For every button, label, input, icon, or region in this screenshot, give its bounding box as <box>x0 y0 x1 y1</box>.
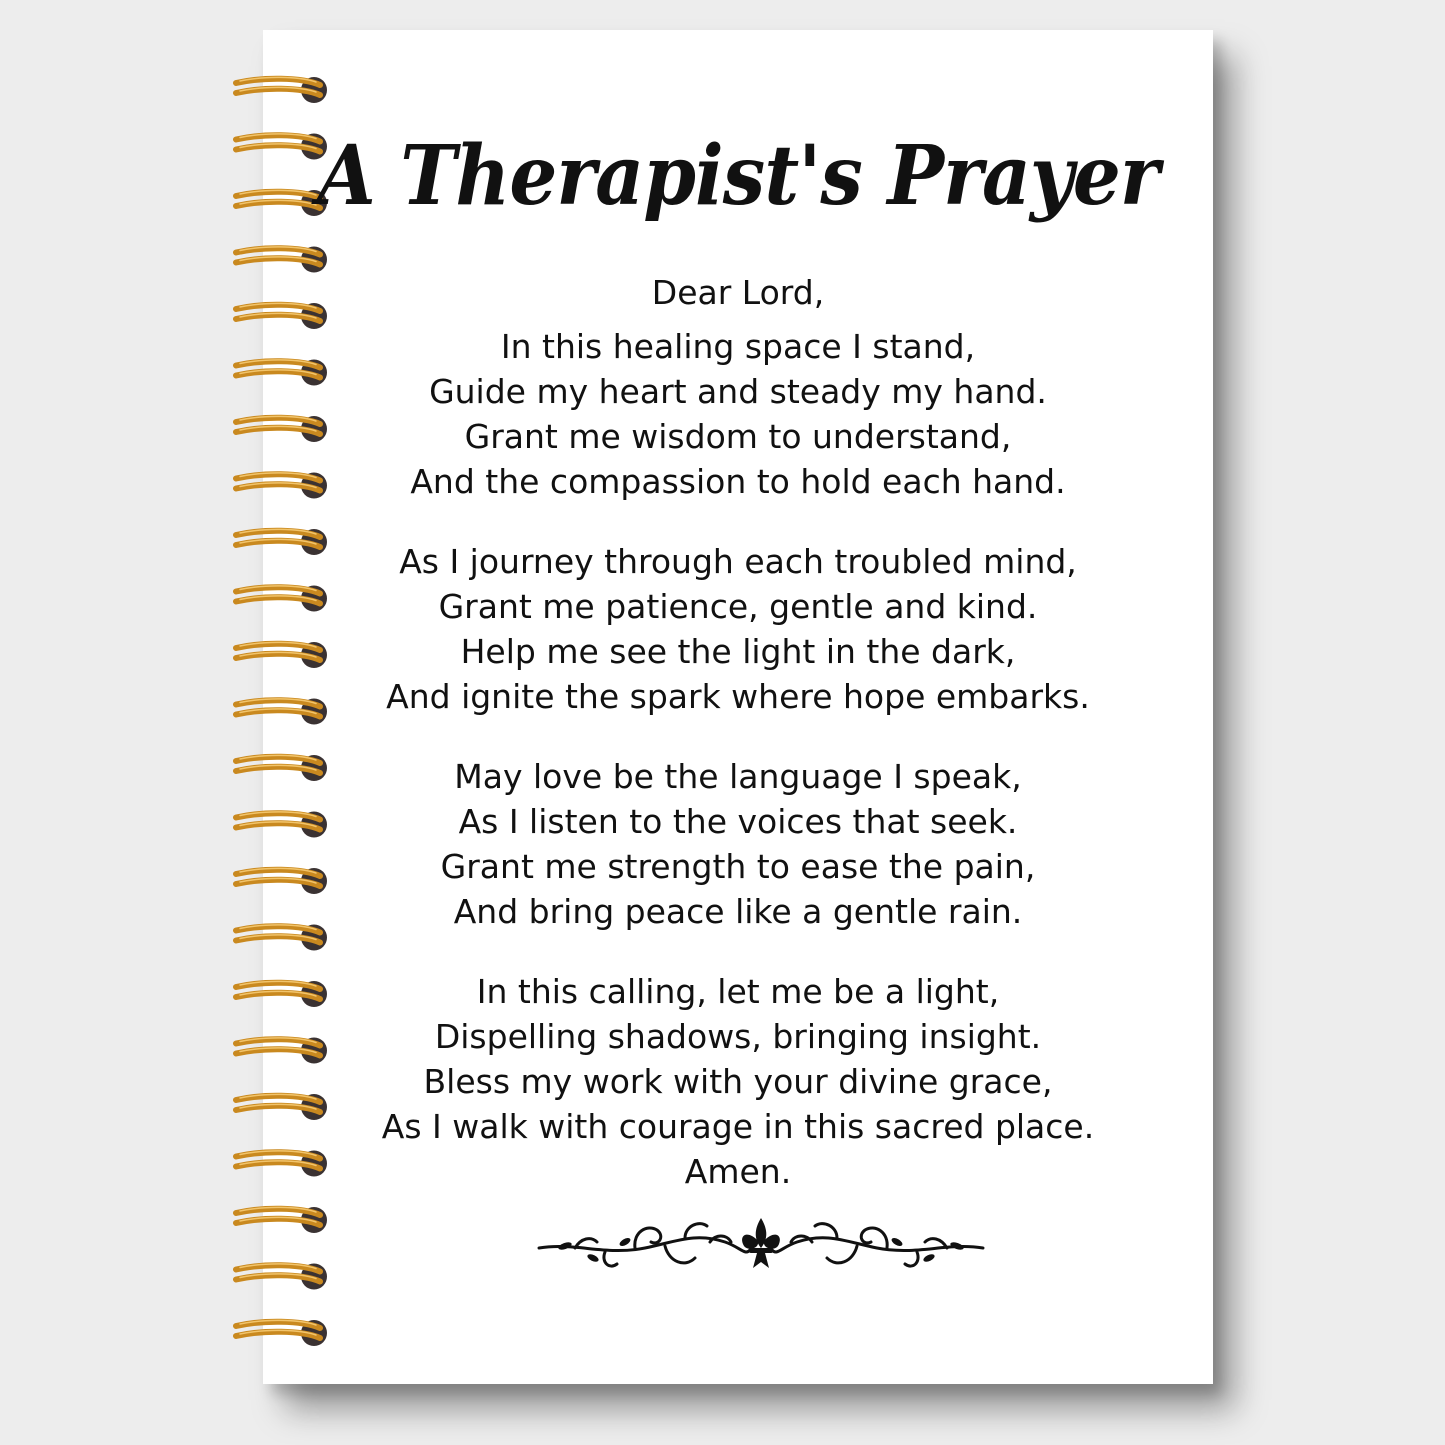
poem-line: And bring peace like a gentle rain. <box>453 892 1023 931</box>
poem-line: Grant me strength to ease the pain, <box>440 847 1036 886</box>
poem-line: Guide my heart and steady my hand. <box>429 372 1047 411</box>
poem-line: Grant me patience, gentle and kind. <box>438 587 1038 626</box>
poem-line: And ignite the spark where hope embarks. <box>386 677 1090 716</box>
poem <box>263 270 1213 1194</box>
spiral-coil-icon <box>236 1320 327 1346</box>
page-title: A Therapist's Prayer <box>317 128 1159 224</box>
spiral-coil-icon <box>236 1264 327 1290</box>
spiral-coil-icon <box>236 1207 327 1233</box>
poem-greeting: Dear Lord, <box>651 273 825 312</box>
poem-line: Dispelling shadows, bringing insight. <box>434 1017 1042 1056</box>
poem-line: In this calling, let me be a light, <box>476 972 1000 1011</box>
poem-line: As I listen to the voices that seek. <box>458 802 1018 841</box>
poem-line: Grant me wisdom to understand, <box>464 417 1012 456</box>
spiral-coil-icon <box>236 247 327 273</box>
poem-closing: Amen. <box>684 1152 792 1191</box>
poem-line: In this healing space I stand, <box>500 327 976 366</box>
spiral-coil-icon <box>236 77 327 103</box>
flourish-divider-icon <box>535 1212 987 1276</box>
poem-line: As I walk with courage in this sacred place. <box>381 1107 1095 1146</box>
poem-line: Help me see the light in the dark, <box>460 632 1016 671</box>
poem-line: Bless my work with your divine grace, <box>423 1062 1053 1101</box>
poem-line: As I journey through each troubled mind, <box>399 542 1077 581</box>
poem-line: May love be the language I speak, <box>454 757 1022 796</box>
poem-line: And the compassion to hold each hand. <box>410 462 1066 501</box>
